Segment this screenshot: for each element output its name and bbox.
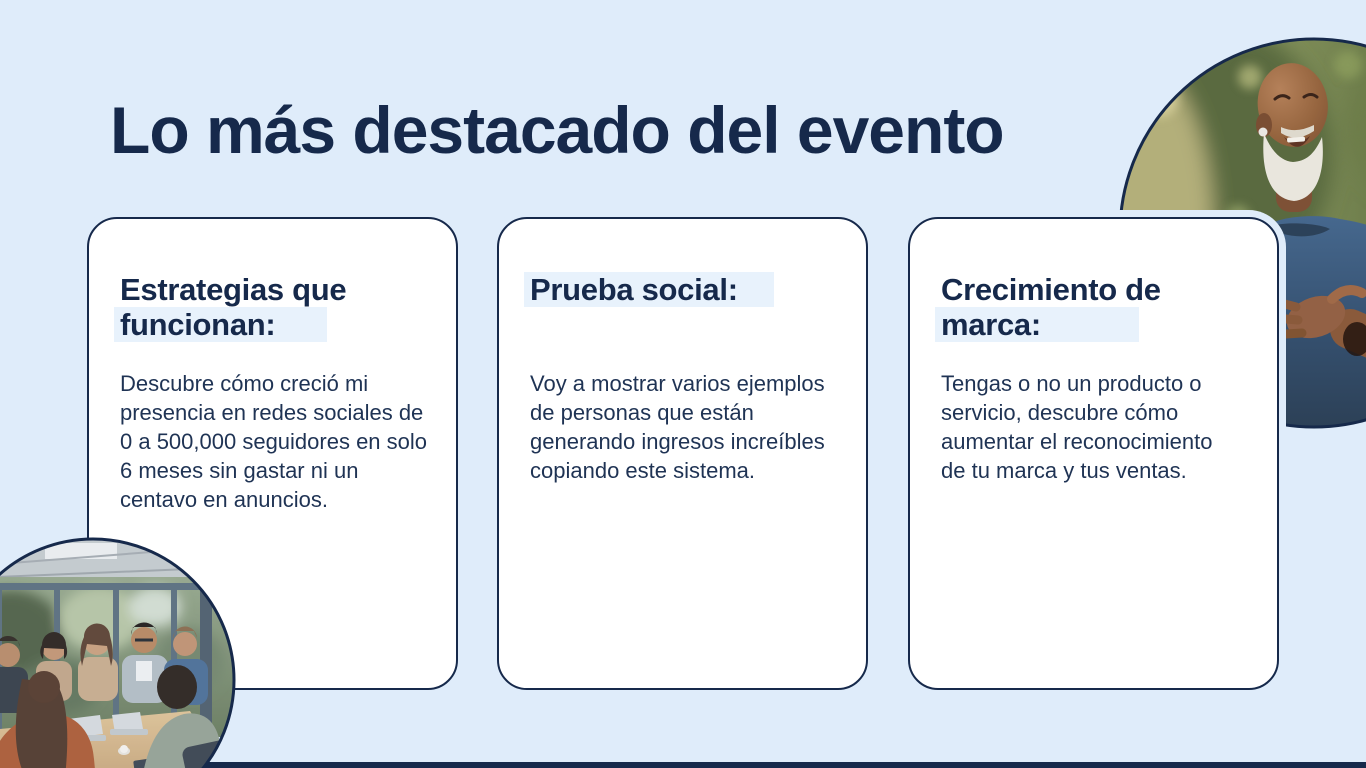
body-line: Voy a mostrar varios ejemplos xyxy=(530,371,825,396)
body-line: de personas que están xyxy=(530,400,754,425)
card-prueba-social-heading xyxy=(530,272,846,307)
card-crecimiento-marca[interactable] xyxy=(908,217,1279,690)
body-line: Descubre cómo creció mi xyxy=(120,371,369,396)
heading-highlight: Prueba social: xyxy=(524,272,774,307)
body-line: 6 meses sin gastar ni un xyxy=(120,458,359,483)
body-line: de tu marca y tus ventas. xyxy=(941,458,1187,483)
meeting-photo-content xyxy=(0,537,236,768)
body-line: servicio, descubre cómo xyxy=(941,400,1179,425)
slide-title[interactable]: Lo más destacado del evento xyxy=(110,93,1004,167)
body-line: 0 a 500,000 seguidores en solo xyxy=(120,429,428,454)
body-line: centavo en anuncios. xyxy=(120,487,328,512)
card-prueba-social-body xyxy=(530,369,850,485)
heading-line-highlighted xyxy=(530,272,846,307)
heading-line: Estrategias que xyxy=(120,272,347,307)
card-crecimiento-marca-heading xyxy=(941,272,1257,342)
meeting-photo[interactable] xyxy=(0,537,236,768)
card-estrategias-heading xyxy=(120,272,436,342)
card-crecimiento-marca-body xyxy=(941,369,1261,485)
body-line: presencia en redes sociales de xyxy=(120,400,424,425)
card-estrategias-body xyxy=(120,369,440,514)
heading-highlight: marca: xyxy=(935,307,1139,342)
heading-line-highlighted xyxy=(120,307,436,342)
heading-line-highlighted xyxy=(941,307,1257,342)
body-line: Tengas o no un producto o xyxy=(941,371,1202,396)
body-line: aumentar el reconocimiento xyxy=(941,429,1213,454)
heading-line: Crecimiento de xyxy=(941,272,1161,307)
body-line: generando ingresos increíbles xyxy=(530,429,825,454)
card-prueba-social[interactable] xyxy=(497,217,868,690)
body-line: copiando este sistema. xyxy=(530,458,756,483)
heading-highlight: funcionan: xyxy=(114,307,327,342)
